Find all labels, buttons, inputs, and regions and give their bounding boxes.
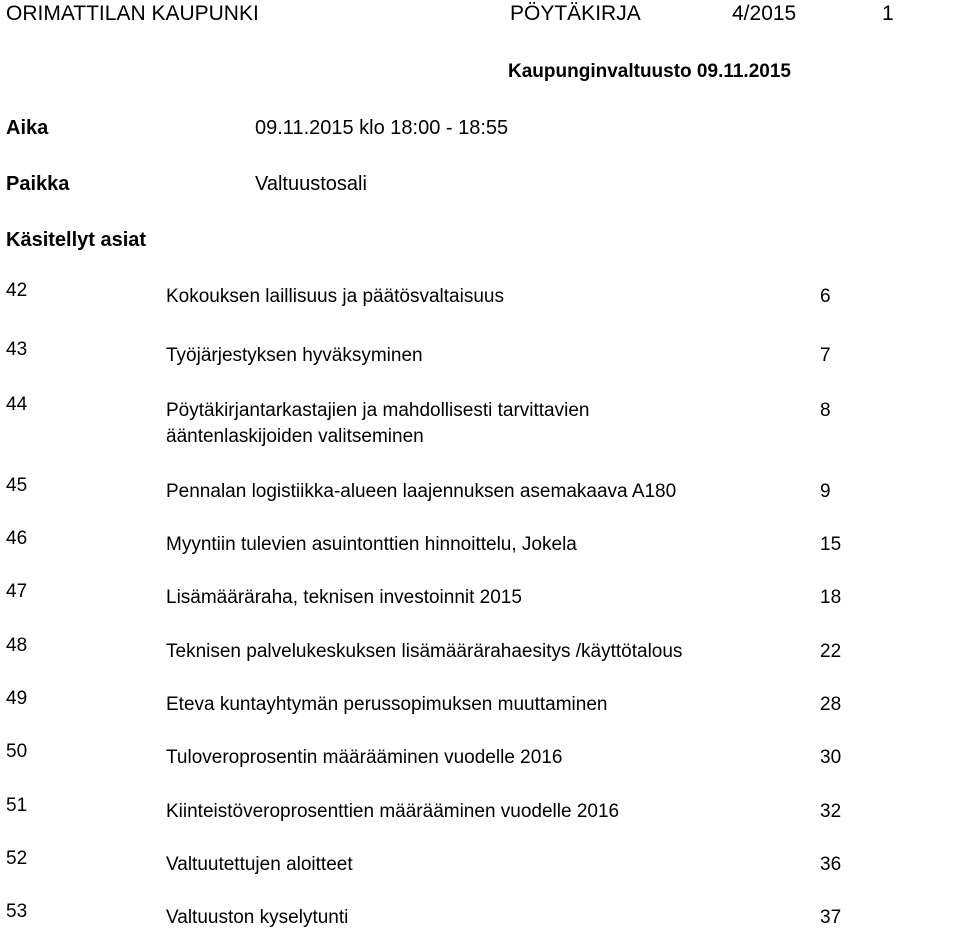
item-title: Valtuutettujen aloitteet <box>166 854 353 875</box>
time-label: Aika <box>6 117 49 139</box>
item-number: 43 <box>6 339 28 360</box>
item-title: Lisämääräraha, teknisen investoinnit 2015 <box>166 587 522 608</box>
item-number: 47 <box>6 581 28 602</box>
item-number: 46 <box>6 528 28 549</box>
item-page: 22 <box>820 641 842 662</box>
item-title: Työjärjestyksen hyväksyminen <box>166 345 423 366</box>
item-number: 50 <box>6 741 28 762</box>
place-label: Paikka <box>6 173 70 195</box>
item-number: 45 <box>6 475 28 496</box>
item-number: 51 <box>6 795 28 816</box>
item-title: Kokouksen laillisuus ja päätösvaltaisuus <box>166 286 504 307</box>
item-title: Pöytäkirjantarkastajien ja mahdollisesti tarvittavien ääntenlaskijoiden valitseminen <box>166 400 590 447</box>
item-page: 7 <box>820 345 831 366</box>
item-page: 9 <box>820 481 831 502</box>
item-page: 36 <box>820 854 842 875</box>
item-title: Valtuuston kyselytunti <box>166 907 349 928</box>
item-number: 53 <box>6 901 28 922</box>
item-title: Eteva kuntayhtymän perussopimuksen muuttaminen <box>166 694 608 715</box>
item-title: Myyntiin tulevien asuintonttien hinnoittelu, Jokela <box>166 534 577 555</box>
item-page: 32 <box>820 801 842 822</box>
place-value: Valtuustosali <box>255 173 367 195</box>
document-type: PÖYTÄKIRJA <box>510 2 641 25</box>
item-page: 8 <box>820 400 831 421</box>
item-number: 48 <box>6 635 28 656</box>
item-page: 6 <box>820 286 831 307</box>
item-number: 42 <box>6 280 28 301</box>
item-number: 49 <box>6 688 28 709</box>
item-title: Tuloveroprosentin määrääminen vuodelle 2016 <box>166 747 563 768</box>
item-page: 28 <box>820 694 842 715</box>
item-page: 15 <box>820 534 842 555</box>
item-title: Pennalan logistiikka-alueen laajennuksen asemakaava A180 <box>166 481 677 502</box>
item-number: 52 <box>6 848 28 869</box>
agenda-title: Käsitellyt asiat <box>6 229 147 251</box>
document-number: 4/2015 <box>732 2 797 25</box>
item-page: 18 <box>820 587 842 608</box>
item-title: Teknisen palvelukeskuksen lisämäärärahaesitys /käyttötalous <box>166 641 683 662</box>
item-page: 30 <box>820 747 842 768</box>
organization-name: ORIMATTILAN KAUPUNKI <box>6 2 259 25</box>
time-value: 09.11.2015 klo 18:00 - 18:55 <box>255 117 509 139</box>
meeting-title: Kaupunginvaltuusto 09.11.2015 <box>508 61 791 82</box>
item-title: Kiinteistöveroprosenttien määrääminen vuodelle 2016 <box>166 801 620 822</box>
page-number: 1 <box>882 2 894 25</box>
item-page: 37 <box>820 907 842 928</box>
item-number: 44 <box>6 394 28 415</box>
